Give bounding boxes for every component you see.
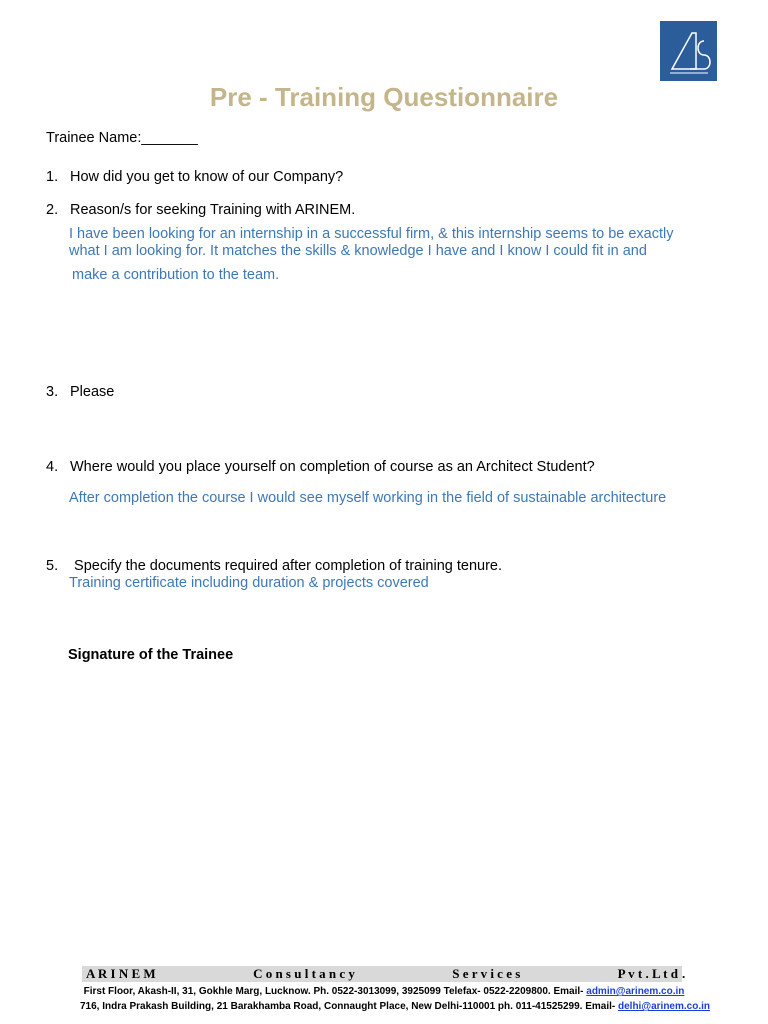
answer-5: Training certificate including duration & projects covered [69, 575, 429, 591]
trainee-name-label: Trainee Name:_______ [46, 130, 198, 146]
question-number: 2. [46, 202, 59, 218]
email-link-admin[interactable]: admin@arinem.co.in [586, 986, 685, 997]
footer-address-lucknow [0, 986, 768, 997]
footer-company-word: C o n s u l t a n c y [253, 966, 355, 981]
footer-company-period: . [682, 966, 686, 981]
footer-company-name [82, 966, 682, 982]
question-1 [46, 169, 343, 185]
answer-2-line-1: I have been looking for an internship in a successful firm, & this internship seems to be exactly [69, 226, 674, 242]
arinem-logo-icon [660, 21, 717, 81]
question-number: 1. [46, 169, 59, 185]
question-5 [46, 558, 502, 574]
question-number: 3. [46, 384, 59, 400]
answer-4: After completion the course I would see myself working in the field of sustainable architecture [69, 490, 667, 506]
answer-2-line-3: make a contribution to the team. [72, 267, 280, 283]
question-number: 5. [46, 558, 59, 574]
footer-company-word: P v t . L t d [617, 966, 678, 981]
question-text: Please [70, 384, 115, 400]
page-title: Pre - Training Questionnaire [209, 82, 559, 112]
signature-label: Signature of the Trainee [68, 647, 234, 663]
question-3 [46, 384, 114, 400]
question-text: Reason/s for seeking Training with ARINEM. [70, 202, 356, 218]
question-text: Specify the documents required after completion of training tenure. [70, 558, 503, 574]
question-text: Where would you place yourself on completion of course as an Architect Student? [70, 459, 595, 475]
email-link-delhi[interactable]: delhi@arinem.co.in [618, 1001, 710, 1012]
footer-address-text: First Floor, Akash-II, 31, Gokhle Marg, Lucknow. Ph. 0522-3013099, 3925099 Telefax- 0522-2209800. Email- [83, 986, 584, 997]
footer-company-word: A R I N E M [86, 966, 156, 981]
footer-address-text: 716, Indra Prakash Building, 21 Barakhamba Road, Connaught Place, New Delhi-110001 ph. 011-41525299. Email- [80, 1001, 616, 1012]
question-2 [46, 202, 355, 218]
footer-company-word: S e r v i c e s [452, 966, 521, 981]
answer-2-line-2: what I am looking for. It matches the skills & knowledge I have and I know I could fit in and [69, 243, 647, 259]
question-4 [46, 459, 595, 475]
question-text: How did you get to know of our Company? [70, 169, 344, 185]
question-number: 4. [46, 459, 59, 475]
footer-address-delhi [11, 1001, 768, 1012]
